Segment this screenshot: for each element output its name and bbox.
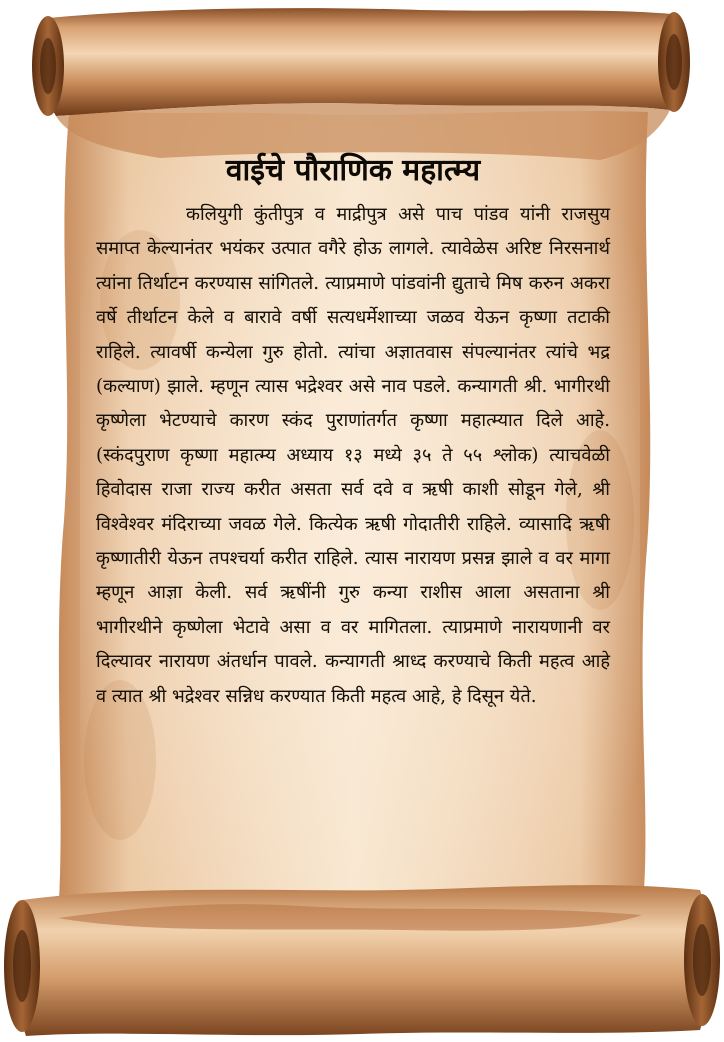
document-title: वाईचे पौराणिक महात्म्य bbox=[225, 153, 481, 188]
bottom-roll bbox=[13, 885, 710, 1036]
scroll-text-block bbox=[96, 150, 610, 714]
document-body: कलियुगी कुंतीपुत्र व माद्रीपुत्र असे पाच पांडव यांनी राजसुय समाप्त केल्यानंतर भयंकर उत्पात वगैरे होऊ लागले. त्यावेळेस अरिष्ट निरसनार्थ त्यांना तिर्थाटन करण्यास सांगितले. त्याप्रमाणे पांडवांनी द्युताचे मिष करुन अकरा वर्षे तीर्थाटन केले व बारावे वर्षी सत्यधर्मेशाच्या जळव येऊन कृष्णा तटाकी राहिले. त्यावर्षी कन्येला गुरु होतो. त्यांचा अज्ञातवास संपल्यानंतर त्यांचे भद्र (कल्याण) झाले. म्हणून त्यास भद्रेश्वर असे नाव पडले. कन्यागती श्री. भागीरथी कृष्णेला भेटण्याचे कारण स्कंद पुराणांतर्गत कृष्णा महात्म्यात दिले आहे. (स्कंदपुराण कृष्णा महात्म्य अध्याय १३ मध्ये ३५ ते ५५ श्लोक) त्याचवेळी हिवोदास राजा राज्य करीत असता सर्व दवे व ऋषी काशी सोडून गेले, श्री विश्वेश्वर मंदिराच्या जवळ गेले. कित्येक ऋषी गोदातीरी राहिले. व्यासादि ऋषी कृष्णातीरी येऊन तपश्चर्या करीत राहिले. त्यास नारायण प्रसन्न झाले व वर मागा म्हणून आज्ञा केली. सर्व ऋषींनी गुरु कन्या राशीस आला असताना श्री भागीरथीने कृष्णेला भेटावे असा व वर मागितला. त्याप्रमाणे नारायणानी वर दिल्यावर नारायण अंतर्धान पावले. कन्यागती श्राध्द करण्याचे किती महत्व आहे व त्यात श्री भद्रेश्वर सन्निध करण्यात किती महत्व आहे, हे दिसून येते. bbox=[96, 204, 610, 707]
top-roll bbox=[42, 8, 682, 116]
